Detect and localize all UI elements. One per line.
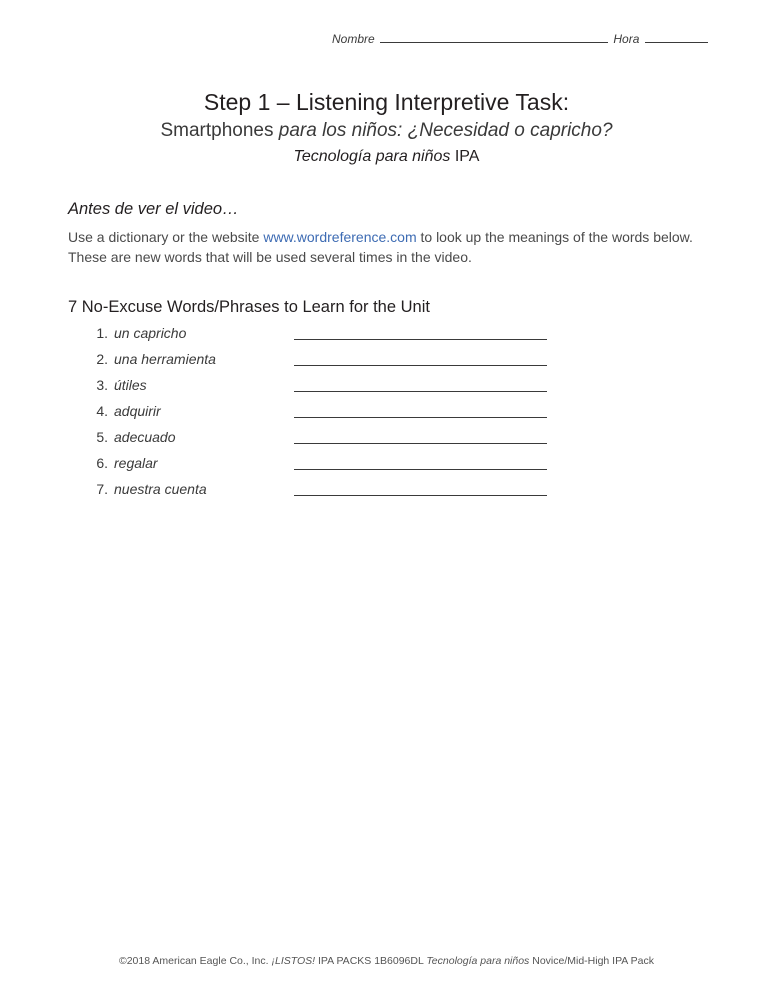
answer-line[interactable]	[294, 391, 547, 392]
vocab-word: regalar	[114, 455, 158, 471]
instructions-text	[68, 227, 708, 267]
vocab-word: útiles	[114, 377, 147, 393]
vocab-number: 7.	[96, 481, 108, 497]
subtitle2-italic: Tecnología para niños	[293, 148, 451, 165]
footer-listos: ¡LISTOS!	[271, 955, 316, 967]
footer-copyright: ©2018 American Eagle Co., Inc.	[118, 955, 272, 967]
footer-pack-code: IPA PACKS 1B6096DL	[315, 955, 427, 967]
answer-line[interactable]	[294, 417, 547, 418]
vocab-number: 4.	[96, 403, 108, 419]
antes-heading: Antes de ver el video…	[68, 200, 239, 218]
answer-line[interactable]	[294, 495, 547, 496]
answer-line[interactable]	[294, 469, 547, 470]
name-hour-header	[332, 31, 710, 46]
page-subtitle	[0, 120, 773, 142]
vocab-word: adquirir	[114, 403, 161, 419]
page-title: Step 1 – Listening Interpretive Task:	[203, 89, 570, 115]
answer-line[interactable]	[294, 365, 547, 366]
instructions-after-link: to look up the meanings of the words below. These are new words that will be used several times in the video.	[68, 229, 693, 265]
subtitle2-plain: IPA	[450, 148, 480, 165]
subtitle-plain: Smartphones	[160, 120, 279, 141]
footer-level: Novice/Mid-High IPA Pack	[529, 955, 654, 967]
instructions-before-link: Use a dictionary or the website	[68, 229, 264, 245]
name-blank-line[interactable]	[380, 31, 608, 43]
page-footer	[0, 955, 773, 967]
answer-line[interactable]	[294, 443, 547, 444]
answer-line[interactable]	[294, 339, 547, 340]
vocab-word: una herramienta	[114, 351, 216, 367]
hour-blank-line[interactable]	[645, 31, 708, 43]
vocab-number: 3.	[96, 377, 108, 393]
vocab-word: adecuado	[114, 429, 176, 445]
footer-unit-title: Tecnología para niños	[426, 955, 530, 967]
vocab-word: un capricho	[114, 325, 187, 341]
vocab-number: 2.	[96, 351, 108, 367]
hour-label: Hora	[613, 32, 640, 46]
subtitle-italic: para los niños: ¿Necesidad o capricho?	[278, 120, 613, 141]
wordreference-link[interactable]: www.wordreference.com	[263, 229, 417, 245]
vocab-number: 1.	[96, 325, 108, 341]
vocab-heading: 7 No-Excuse Words/Phrases to Learn for the Unit	[68, 298, 430, 316]
name-label: Nombre	[332, 32, 375, 46]
vocab-number: 5.	[96, 429, 108, 445]
page-subtitle-secondary	[0, 148, 773, 166]
vocab-word: nuestra cuenta	[114, 481, 207, 497]
vocab-number: 6.	[96, 455, 108, 471]
